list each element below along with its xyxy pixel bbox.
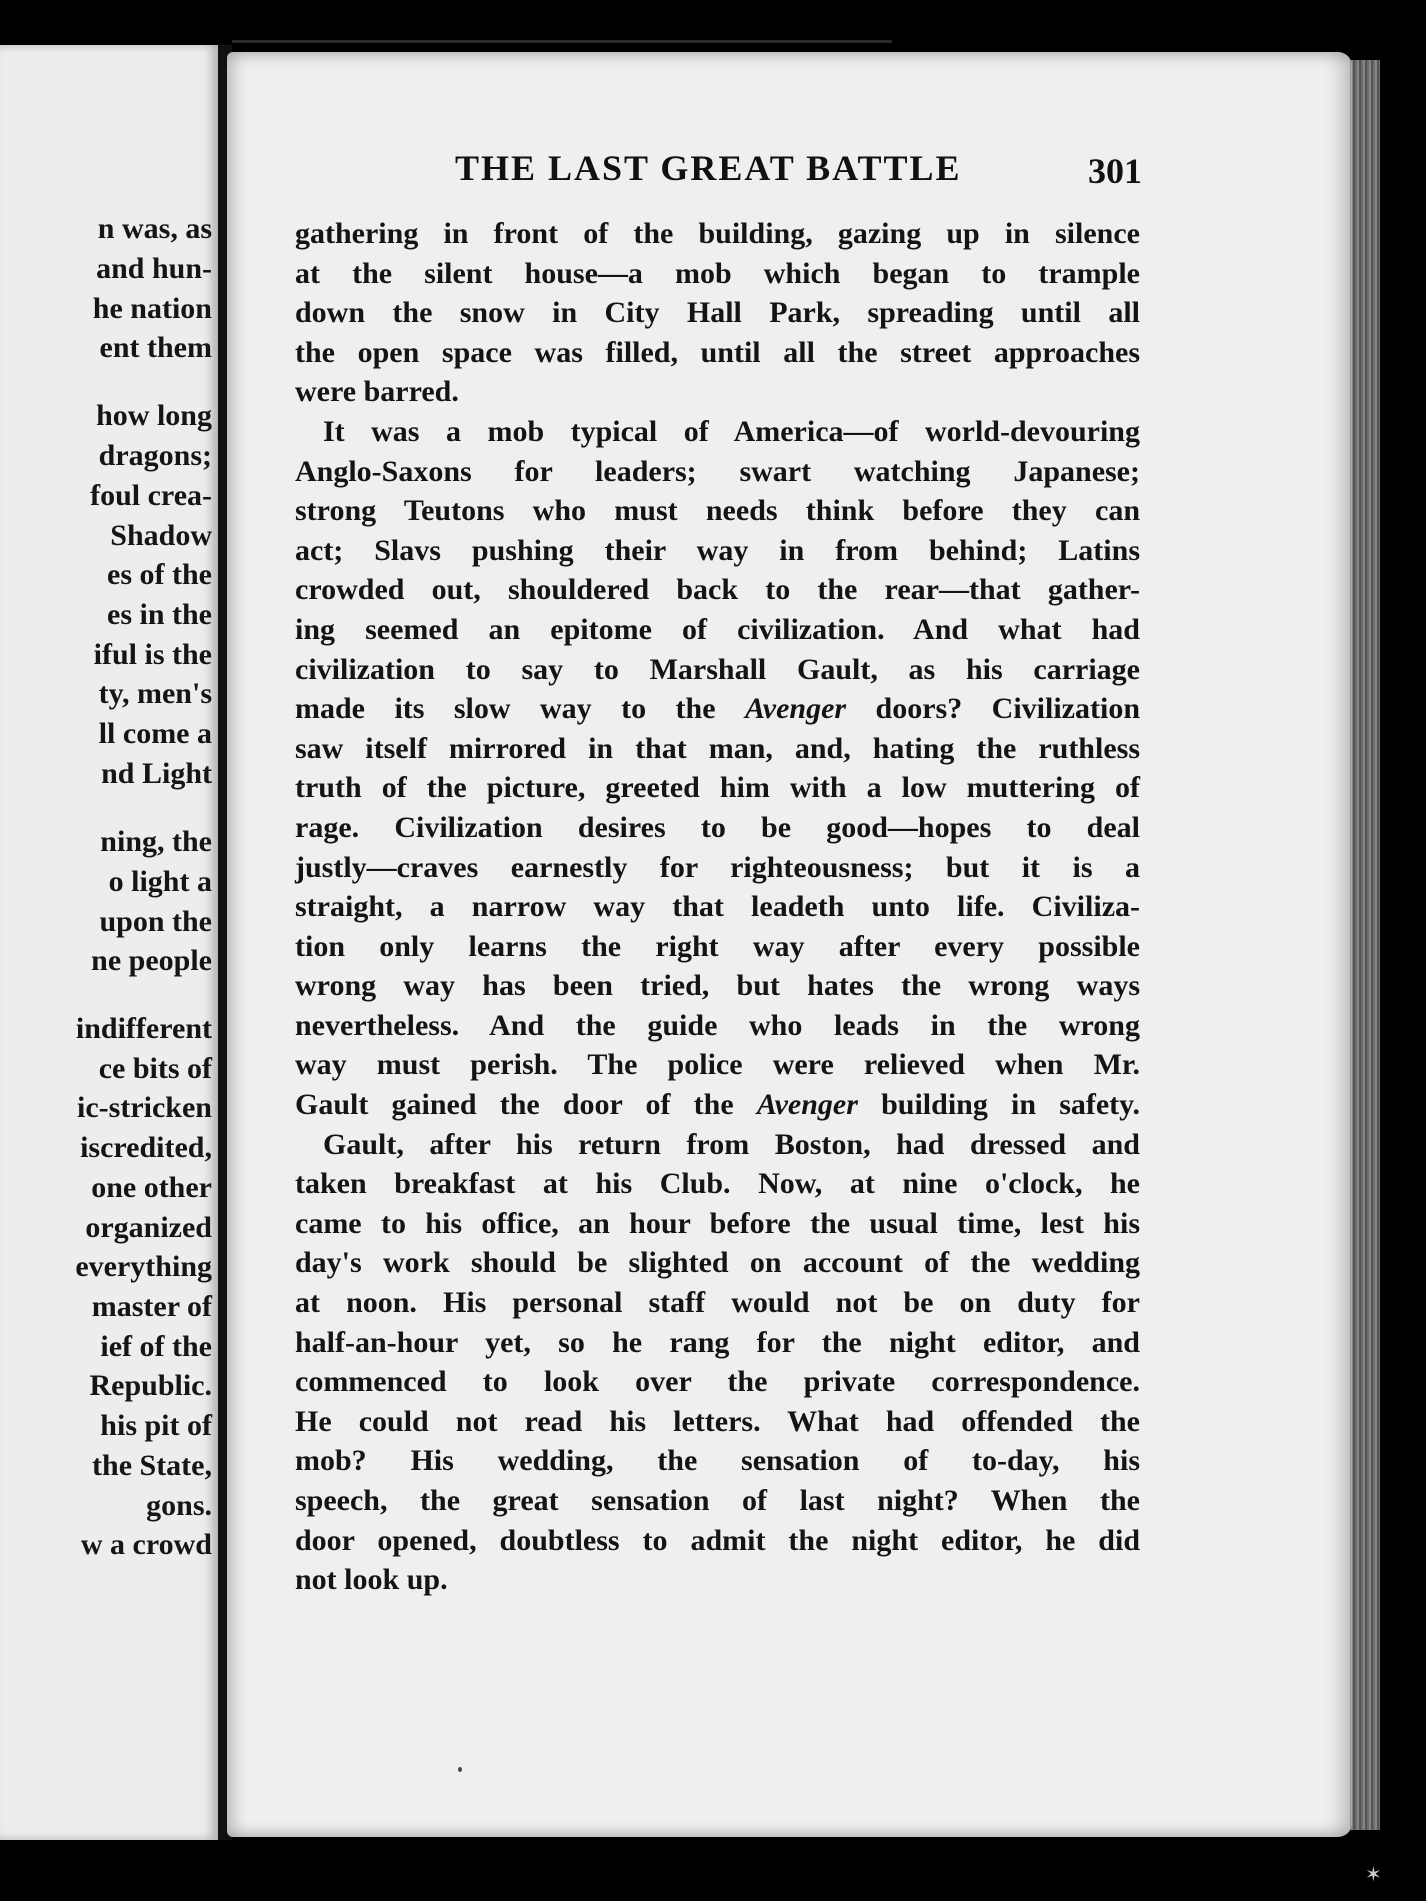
left-page-line: Republic. [89,1369,212,1402]
left-page-line: his pit of [100,1409,212,1442]
paragraph [295,1125,1140,1600]
left-page-line: he nation [92,292,212,325]
text-line: were barred. [295,375,459,409]
text-segment: building in safety. [881,1088,1141,1122]
top-rule [232,40,892,43]
left-page [0,45,218,1840]
text-line: day's work should be slighted on account of the wedding [295,1246,1140,1280]
text-line: civilization to say to Marshall Gault, as his carriage [295,652,1140,686]
italic-title: Avenger [745,692,847,726]
text-segment: Gault gained the door of the [295,1088,734,1122]
left-page-line: the State, [92,1449,212,1482]
page-edges [1350,60,1380,1830]
running-head: THE LAST GREAT BATTLE [455,148,962,188]
left-page-line: gons. [146,1489,212,1522]
left-page-line: dragons; [98,439,212,472]
left-page-line: indifferent [75,1012,212,1045]
paper-speck [458,1767,462,1772]
text-line: Anglo-Saxons for leaders; swart watching Japanese; [295,454,1140,488]
text-line: at the silent house—a mob which began to trample [295,256,1140,290]
text-line: door opened, doubtless to admit the night editor, he did [295,1523,1140,1557]
text-segment: doors? Civilization [875,692,1140,726]
italic-title: Avenger [756,1088,858,1122]
text-line [295,689,1140,729]
left-page-line: ll come a [98,717,212,750]
text-line: It was a mob typical of America—of world-devouring [323,414,1140,448]
text-line: taken breakfast at his Club. Now, at nine o'clock, he [295,1167,1140,1201]
left-page-line: ty, men's [98,677,212,710]
text-line: the open space was filled, until all the street approaches [295,335,1140,369]
left-page-line: es in the [107,598,212,631]
left-page-line: foul crea- [90,479,212,512]
left-page-line: ent them [99,331,212,364]
paragraph [295,412,1140,1125]
left-page-line: Shadow [110,519,212,552]
left-page-line: upon the [99,905,212,938]
left-page-line: es of the [107,558,212,591]
left-page-line: n was, as [97,212,212,245]
text-line: gathering in front of the building, gazing up in silence [295,217,1140,250]
page-number: 301 [1088,151,1142,191]
left-page-line: nd Light [101,757,212,790]
left-page-line: master of [91,1290,212,1323]
text-line: Gault, after his return from Boston, had dressed and [323,1127,1140,1161]
left-page-line: w a crowd [80,1528,212,1561]
text-line: truth of the picture, greeted him with a low muttering of [295,771,1140,805]
text-line: straight, a narrow way that leadeth unto life. Civiliza- [295,890,1140,924]
text-line: ing seemed an epitome of civilization. And what had [295,612,1140,646]
left-page-line: ief of the [100,1330,212,1363]
text-line: nevertheless. And the guide who leads in the wrong [295,1008,1140,1042]
text-line: act; Slavs pushing their way in from behind; Latins [295,533,1140,567]
paragraph [295,214,1140,412]
left-page-line: organized [85,1211,212,1244]
text-line: strong Teutons who must needs think before they can [295,494,1140,528]
left-page-line: o light a [108,865,212,898]
text-segment: made its slow way to the [295,692,716,726]
body-text [295,214,1140,1600]
text-line: half-an-hour yet, so he rang for the night editor, and [295,1325,1140,1359]
left-page-line: iscredited, [80,1131,212,1164]
left-page-line: and hun- [96,252,212,285]
text-line: commenced to look over the private correspondence. [295,1365,1140,1399]
text-line: crowded out, shouldered back to the rear—that gather- [295,573,1140,607]
text-line: came to his office, an hour before the usual time, lest his [295,1206,1140,1240]
left-page-line: ning, the [100,825,212,858]
left-page-line: ic-stricken [77,1091,212,1124]
left-page-line: everything [75,1250,212,1283]
left-page-line: how long [96,399,212,432]
left-page-line: iful is the [93,638,212,671]
scan-corner-mark: ✶ [1365,1862,1382,1886]
text-line: He could not read his letters. What had offended the [295,1404,1140,1438]
text-line: at noon. His personal staff would not be on duty for [295,1286,1140,1320]
text-line: saw itself mirrored in that man, and, hating the ruthless [295,731,1140,765]
text-line: justly—craves earnestly for righteousness; but it is a [295,850,1140,884]
text-line: wrong way has been tried, but hates the wrong ways [295,969,1140,1003]
text-line: speech, the great sensation of last night? When the [295,1484,1140,1517]
text-line [295,1085,1140,1125]
left-page-line: ne people [91,944,212,977]
text-line: way must perish. The police were relieved when Mr. [295,1048,1140,1082]
text-line: tion only learns the right way after every possible [295,929,1140,963]
text-line: down the snow in City Hall Park, spreading until all [295,296,1140,330]
left-page-line: ce bits of [98,1052,212,1085]
text-line: not look up. [295,1563,448,1597]
text-line: rage. Civilization desires to be good—hopes to deal [295,810,1140,844]
left-page-line: one other [91,1171,212,1204]
text-line: mob? His wedding, the sensation of to-day, his [295,1444,1140,1478]
